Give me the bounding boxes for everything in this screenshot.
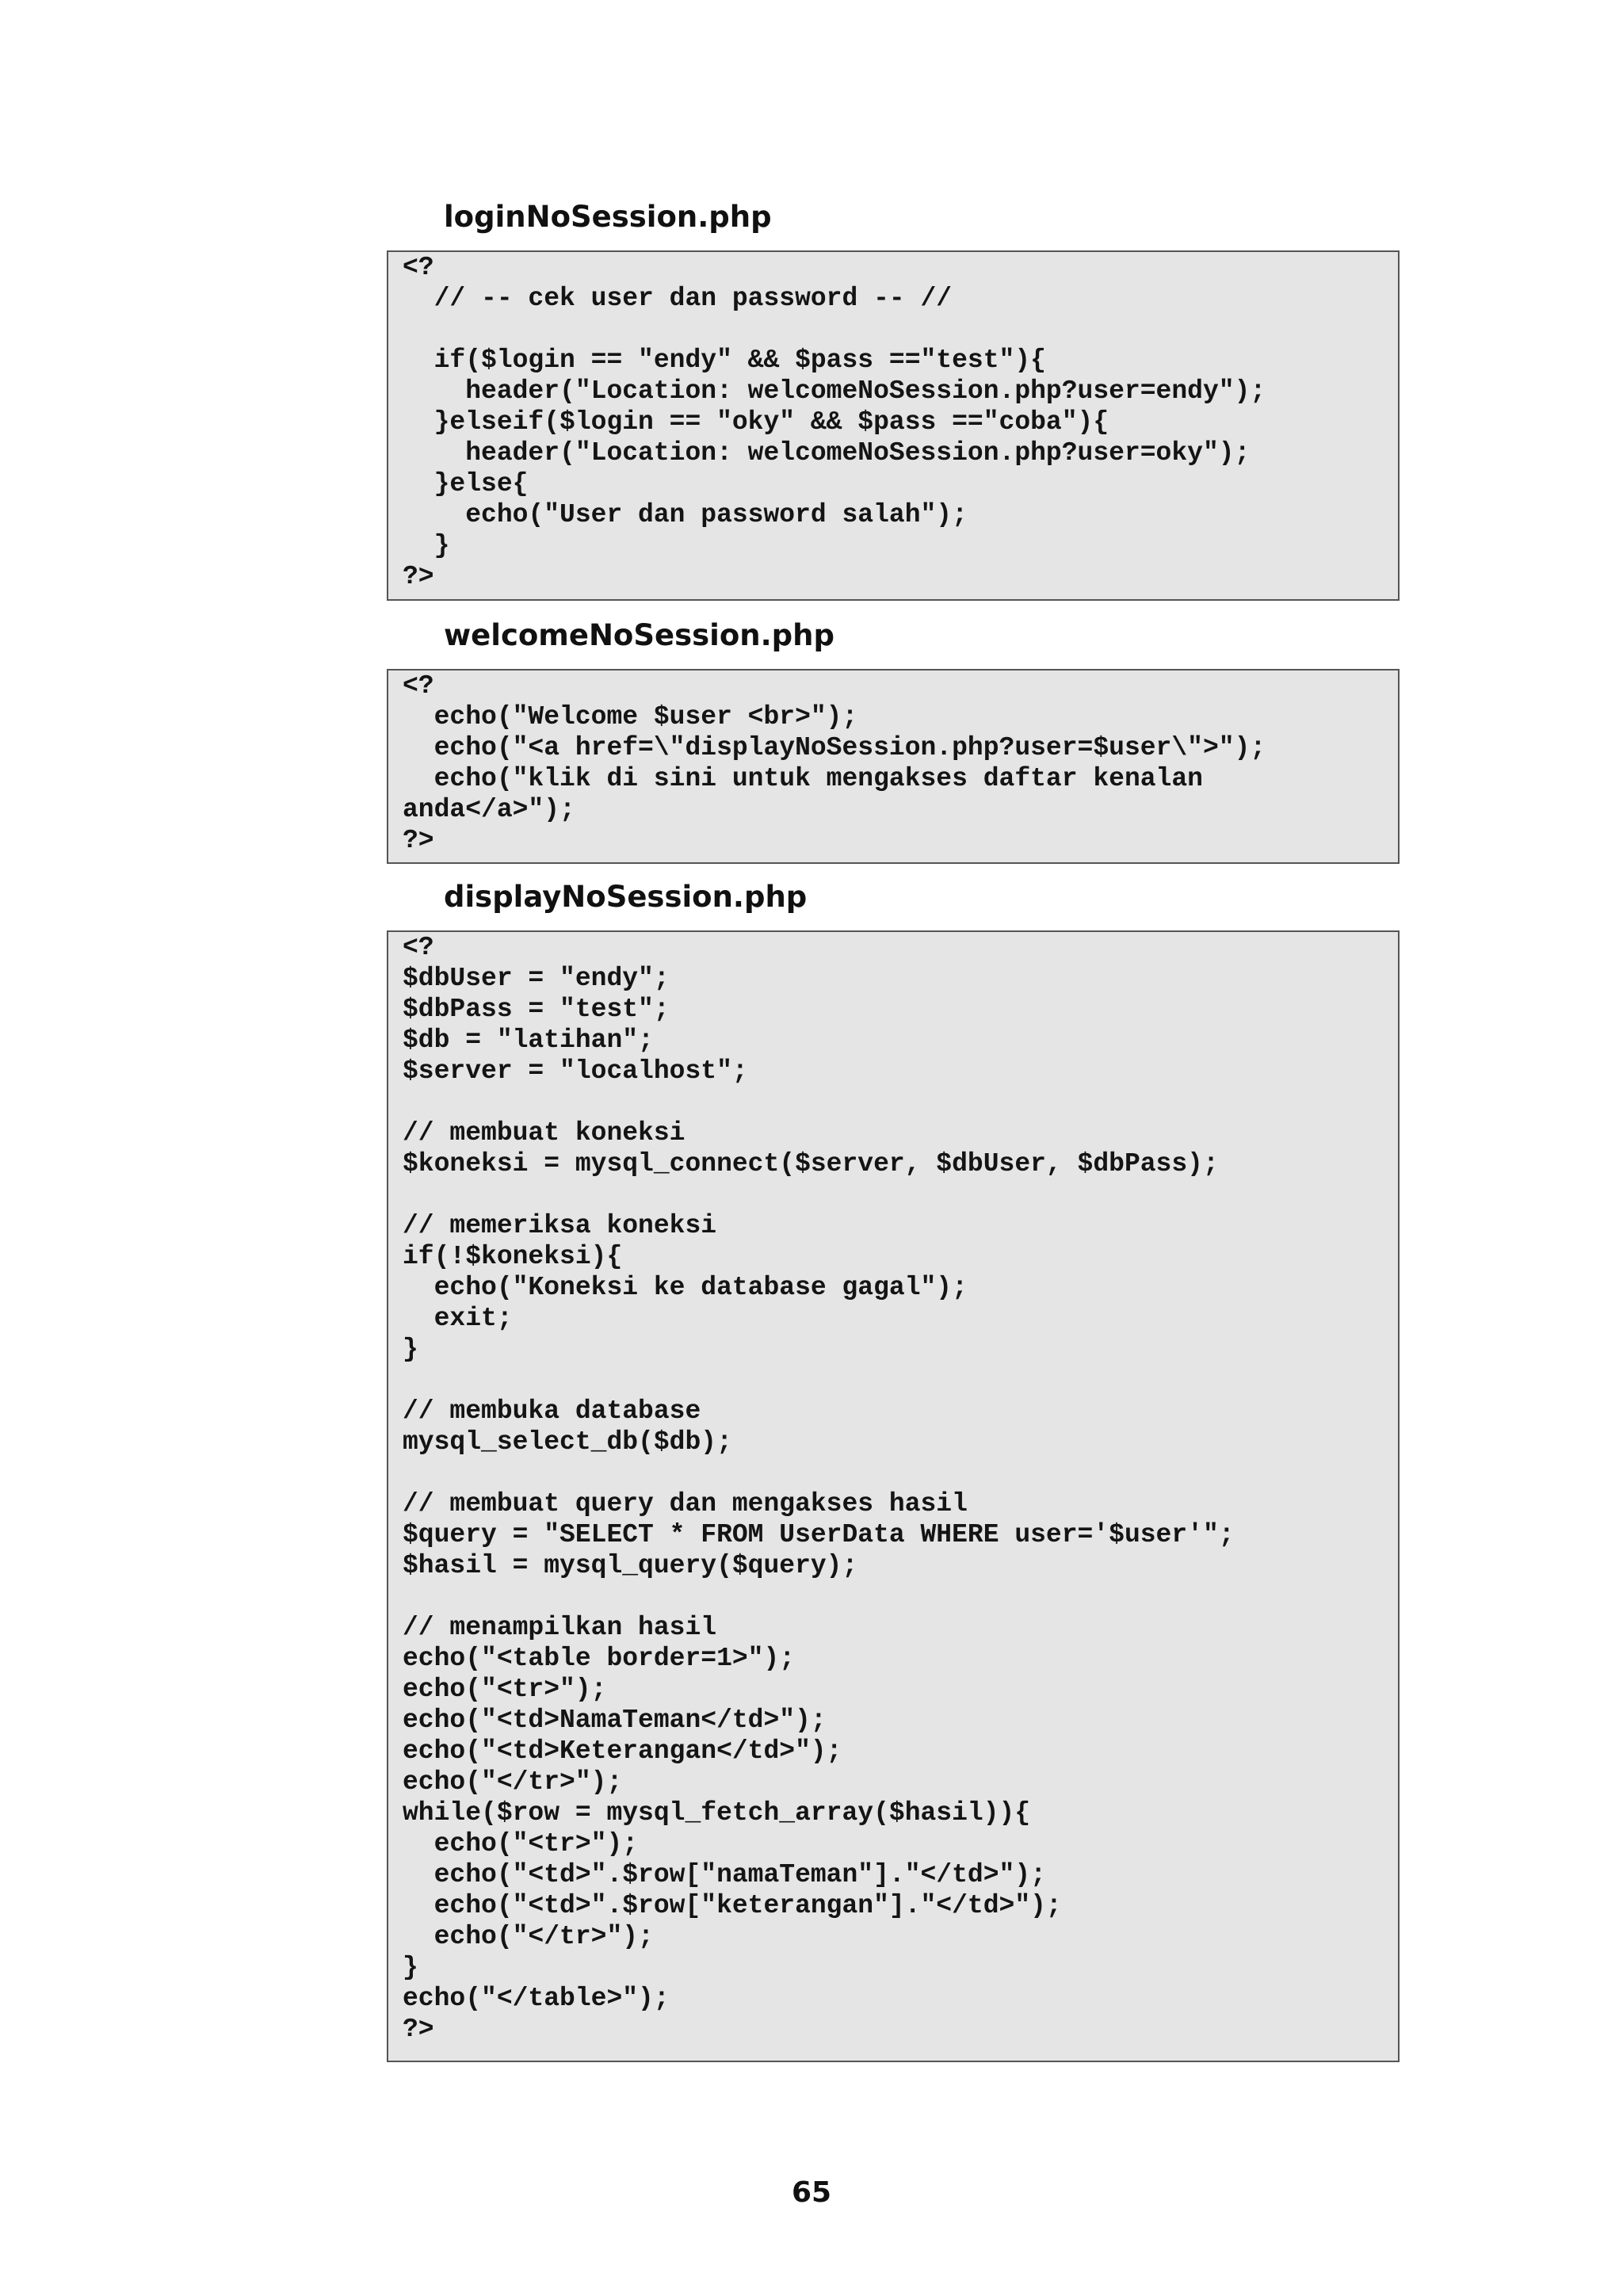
code-text-login: <? // -- cek user dan password -- // if($login == "endy" && $pass =="test"){ header("Location: welcomeNoSession.php?user=endy"); }elseif($login == "oky" && $pass =="coba"){ header("Location: welcomeNoSession.php?user=oky"); }else{ echo("User dan password salah"); } ?> bbox=[403, 253, 1266, 591]
code-block-login bbox=[387, 250, 1400, 601]
file-title-display: displayNoSession.php bbox=[444, 880, 808, 914]
page-number: 65 bbox=[791, 2176, 832, 2209]
file-title-login: loginNoSession.php bbox=[444, 200, 772, 234]
code-block-display bbox=[387, 930, 1400, 2062]
code-text-welcome: <? echo("Welcome $user <br>"); echo("<a href=\"displayNoSession.php?user=$user\">"); echo("klik di sini untuk mengakses daftar kenalan anda</a>"); ?> bbox=[403, 671, 1266, 855]
code-block-welcome bbox=[387, 669, 1400, 864]
code-text-display: <? $dbUser = "endy"; $dbPass = "test"; $db = "latihan"; $server = "localhost"; // membuat koneksi $koneksi = mysql_connect($server, $dbUser, $dbPass); // memeriksa koneksi if(!$koneksi){ echo("Koneksi ke database gagal"); exit; } // membuka database mysql_select_db($db); // membuat query dan mengakses hasil $query = "SELECT * FROM UserData WHERE user='$user'"; $hasil = mysql_query($query); // menampilkan hasil echo("<table border=1>"); echo("<tr>"); echo("<td>NamaTeman</td>"); echo("<td>Keterangan</td>"); echo("</tr>"); while($row = mysql_fetch_array($hasil)){ echo("<tr>"); echo("<td>".$row["namaTeman"]."</td>"); echo("<td>".$row["keterangan"]."</td>"); echo("</tr>"); } echo("</table>"); ?> bbox=[403, 933, 1235, 2044]
file-title-welcome: welcomeNoSession.php bbox=[444, 618, 834, 652]
